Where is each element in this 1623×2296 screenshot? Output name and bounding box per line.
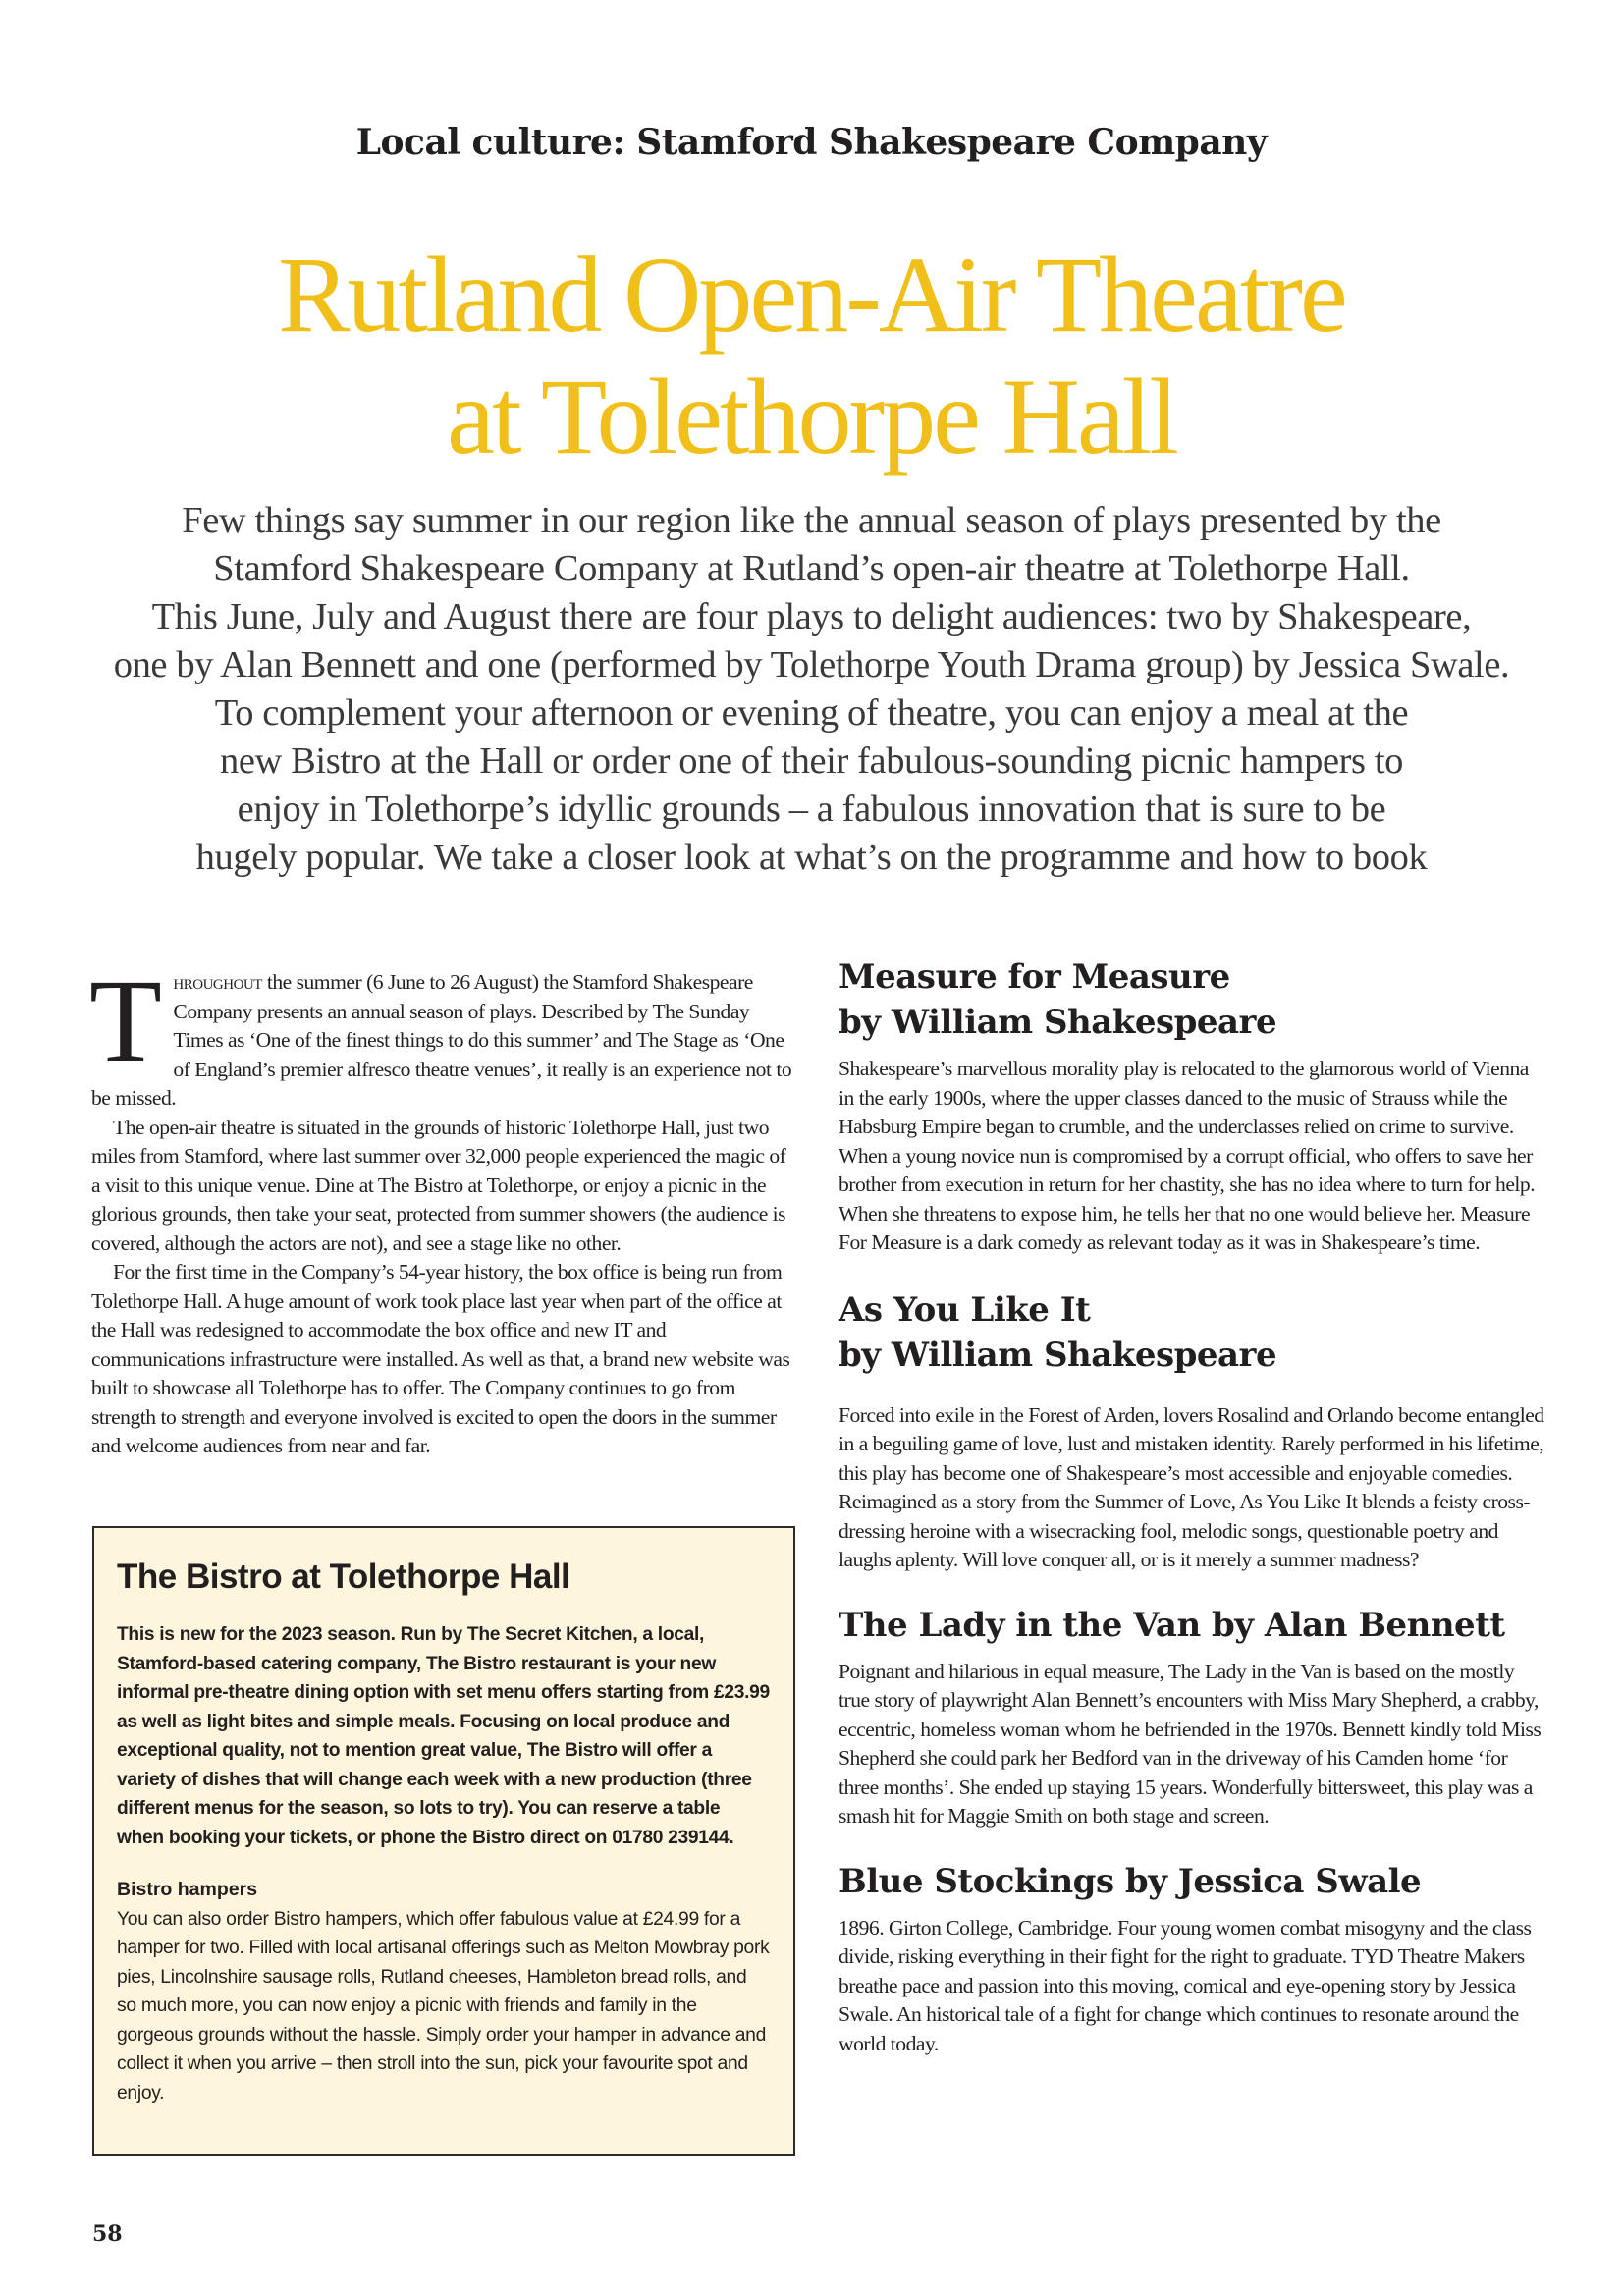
- standfirst-line: enjoy in Tolethorpe’s idyllic grounds – a fabulous innovation that is sure to be: [237, 789, 1386, 830]
- plays-column: [839, 955, 1545, 2058]
- standfirst-line: Stamford Shakespeare Company at Rutland’s open-air theatre at Tolethorpe Hall.: [213, 548, 1410, 589]
- headline: [0, 234, 1623, 477]
- drop-cap: T: [89, 956, 162, 1087]
- intro-article: [89, 956, 798, 1461]
- bistro-title: The Bistro at Tolethorpe Hall: [117, 1558, 570, 1596]
- intro-smallcaps: hroughout: [173, 970, 262, 994]
- play-title-line-1: As You Like It: [839, 1289, 1091, 1330]
- bistro-boxout: [92, 1526, 795, 2156]
- play-title-line-2: by William Shakespeare: [839, 1003, 1277, 1042]
- play-description: Poignant and hilarious in equal measure, The Lady in the Van is based on the mostly true story of playwright Alan Bennett’s encounters with Miss Mary Shepherd, a crabby, eccentric, homeless woman whom he befriended in the 1970s. Bennett kindly told Miss Shepherd she could park her Bedford van in the driveway of his Camden home ‘for three months’. She ended up staying 15 years. Wonderfully bittersweet, this play was a smash hit for Maggie Smith on both stage and screen.: [839, 1659, 1542, 1828]
- play-title-line-2: by William Shakespeare: [839, 1335, 1277, 1375]
- play-title: [839, 955, 1545, 1045]
- bistro-lead: This is new for the 2023 season. Run by The Secret Kitchen, a local, Stamford-based catering company, The Bistro restaurant is your new informal pre-theatre dining option with set menu offers starting from £23.99 as well as light bites and simple meals. Focusing on local produce and exceptional quality, not to mention great value, The Bistro will offer a variety of dishes that will change each week with a new production (three different menus for the season, so lots to try). You can reserve a table when booking your tickets, or phone the Bistro direct on 01780 239144.: [117, 1624, 770, 1848]
- play-title-line-1: Measure for Measure: [839, 957, 1230, 997]
- standfirst-line: new Bistro at the Hall or order one of their fabulous-sounding picnic hampers to: [219, 740, 1404, 782]
- intro-paragraph-2: The open-air theatre is situated in the grounds of historic Tolethorpe Hall, just two miles from Stamford, where last summer over 32,000 people experienced the magic of a visit to this unique venue. Dine at The Bistro at Tolethorpe, or enjoy a picnic in the glorious grounds, then take your seat, protected from summer showers (the audience is covered, although the actors are not), and see a stage like no other.: [91, 1115, 786, 1255]
- page-number: 58: [92, 2221, 123, 2247]
- standfirst-line: one by Alan Bennett and one (performed by Tolethorpe Youth Drama group) by Jessica Swale.: [113, 644, 1510, 685]
- play-title-line-1: The Lady in the Van by Alan Bennett: [839, 1605, 1505, 1645]
- play-as-you-like-it: [839, 1287, 1545, 1575]
- play-lady-in-the-van: [839, 1603, 1545, 1831]
- play-title: [839, 1603, 1545, 1648]
- play-measure-for-measure: [839, 955, 1545, 1258]
- play-description: Shakespeare’s marvellous morality play is relocated to the glamorous world of Vienna in the early 1900s, where the upper classes danced to the music of Strauss while the Habsburg Empire began to crumble, and the underclasses relied on crime to survive. When a young novice nun is compromised by a corrupt official, who offers to save her brother from execution in return for her chastity, she has no idea where to turn for help. When she threatens to expose him, he tells her that no one would believe her. Measure For Measure is a dark comedy as relevant today as it was in Shakespeare’s time.: [839, 1057, 1536, 1254]
- intro-paragraph-3: For the first time in the Company’s 54-year history, the box office is being run from Tolethorpe Hall. A huge amount of work took place last year when part of the office at the Hall was redesigned to accommodate the box office and new IT and communications infrastructure were installed. As well as that, a brand new website was built to showcase all Tolethorpe has to offer. The Company continues to go from strength to strength and everyone involved is excited to open the doors in the summer and welcome audiences from near and far.: [91, 1260, 790, 1457]
- standfirst-line: Few things say summer in our region like the annual season of plays presented by the: [182, 500, 1441, 541]
- play-blue-stockings: [839, 1859, 1545, 2059]
- standfirst-line: hugely popular. We take a closer look at what’s on the programme and how to book: [195, 837, 1428, 878]
- hampers-title: Bistro hampers: [117, 1879, 258, 1900]
- play-description: Forced into exile in the Forest of Arden, lovers Rosalind and Orlando become entangled in a beguiling game of love, lust and mistaken identity. Rarely performed in his lifetime, this play has become one of Shakespeare’s most accessible and enjoyable comedies. Reimagined as a story from the Summer of Love, As You Like It blends a feisty cross-dressing heroine with a wisecracking fool, melodic songs, questionable poetry and laughs aplenty. Will love conquer all, or is it merely a summer madness?: [839, 1402, 1544, 1571]
- standfirst-line: To complement your afternoon or evening of theatre, you can enjoy a meal at the: [214, 692, 1409, 734]
- headline-line-1: Rutland Open-Air Theatre: [278, 235, 1345, 355]
- intro-paragraph-1: [89, 956, 798, 1114]
- play-title: [839, 1287, 1545, 1378]
- play-description: 1896. Girton College, Cambridge. Four young women combat misogyny and the class divide, risking everything in their fight for the right to graduate. TYD Theatre Makers breathe pace and passion into this moving, comical and eye-opening story by Jessica Swale. An historical tale of a fight for change which continues to resonate around the world today.: [839, 1915, 1532, 2055]
- headline-line-2: at Tolethorpe Hall: [447, 356, 1176, 476]
- section-kicker: Local culture: Stamford Shakespeare Company: [355, 122, 1268, 163]
- standfirst: [88, 497, 1535, 882]
- hampers-body: You can also order Bistro hampers, which offer fabulous value at £24.99 for a hamper for two. Filled with local artisanal offerings such as Melton Mowbray pork pies, Lincolnshire sausage rolls, Rutland cheeses, Hambleton bread rolls, and so much more, you can now enjoy a picnic with friends and family in the gorgeous grounds without the hassle. Simply order your hamper in advance and collect it when you arrive – then stroll into the sun, pick your favourite spot and enjoy.: [117, 1908, 770, 2104]
- play-title-line-1: Blue Stockings by Jessica Swale: [839, 1861, 1422, 1901]
- intro-paragraph-1-text: the summer (6 June to 26 August) the Stamford Shakespeare Company presents an annual season of plays. Described by The Sunday Times as ‘One of the finest things to do this summer’ and The Stage as ‘One of England’s premier alfresco theatre venues’, it really is an experience not to be missed.: [91, 970, 792, 1110]
- standfirst-line: This June, July and August there are four plays to delight audiences: two by Shakespeare,: [151, 596, 1472, 637]
- play-title: [839, 1859, 1545, 1904]
